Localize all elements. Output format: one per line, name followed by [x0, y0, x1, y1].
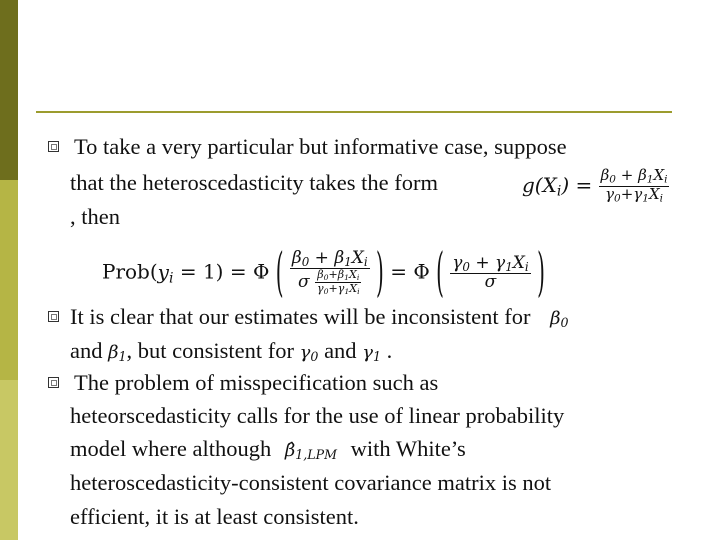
formula-prob: $Prob(y_i = 1) = \Phi$ ( $\beta_0 + \beta_1X_i$ σ $\frac{\beta_0+\beta_1X_i}{\gamma_0+\gamma_1X_i}$ ) = Φ ( $\frac{\gamma_0 + \gamma_1X_i}{\sigma}$ ) — [102, 240, 545, 303]
bullet-1-line-3: , then — [70, 204, 120, 229]
bullet-3-text-white: with White’s — [350, 436, 466, 461]
bullet-3-text-model: model where although — [70, 436, 272, 461]
sidebar-middle-segment — [0, 180, 18, 380]
sidebar-bottom-segment — [0, 380, 18, 540]
bullet-2-line-2 — [70, 338, 392, 370]
bullet-3-line-4: heteroscedasticity-consistent covariance matrix is not — [70, 470, 552, 495]
symbol-beta0: $\beta_0$ — [550, 308, 569, 331]
bullet-3-line-2: heteorscedasticity calls for the use of linear probability — [70, 403, 565, 428]
bullet-2-text-consistent: , but consistent for — [126, 338, 295, 363]
symbol-beta1: $\beta_1$ — [108, 342, 127, 365]
symbol-gamma1: $\gamma_1$ — [362, 342, 381, 365]
bullet-3-line-1: The problem of misspecification such as — [74, 370, 439, 395]
bullet-3-line-5: efficient, it is at least consistent. — [70, 504, 359, 529]
symbol-beta1-lpm: $\betâ_{1,LPM}$ — [284, 440, 337, 463]
bullet-2-text-and-2: and — [324, 338, 357, 363]
bullet-2-text-and-1: and — [70, 338, 103, 363]
sidebar-top-segment — [0, 0, 18, 180]
bullet-1-line-2: that the heteroscedasticity takes the form — [70, 170, 438, 195]
bullet-2-text-period: . — [386, 338, 393, 363]
bullet-marker-1 — [48, 141, 59, 152]
bullet-1-line-1: To take a very particular but informative case, suppose — [74, 134, 567, 159]
bullet-3-line-3 — [70, 436, 466, 468]
sidebar-accent — [0, 0, 18, 540]
symbol-gamma0: $\gamma_0$ — [299, 342, 319, 365]
formula-g-xi: $g(X_i)$ = $\frac{\beta_0 + \beta_1X_i}{\gamma_0+\gamma_1X_i}$ — [522, 166, 668, 205]
bullet-marker-3 — [48, 377, 59, 388]
header-rule — [36, 111, 672, 113]
bullet-2-line-1 — [70, 304, 569, 336]
bullet-marker-2 — [48, 311, 59, 322]
bullet-2-text-1: It is clear that our estimates will be inconsistent for — [70, 304, 531, 329]
